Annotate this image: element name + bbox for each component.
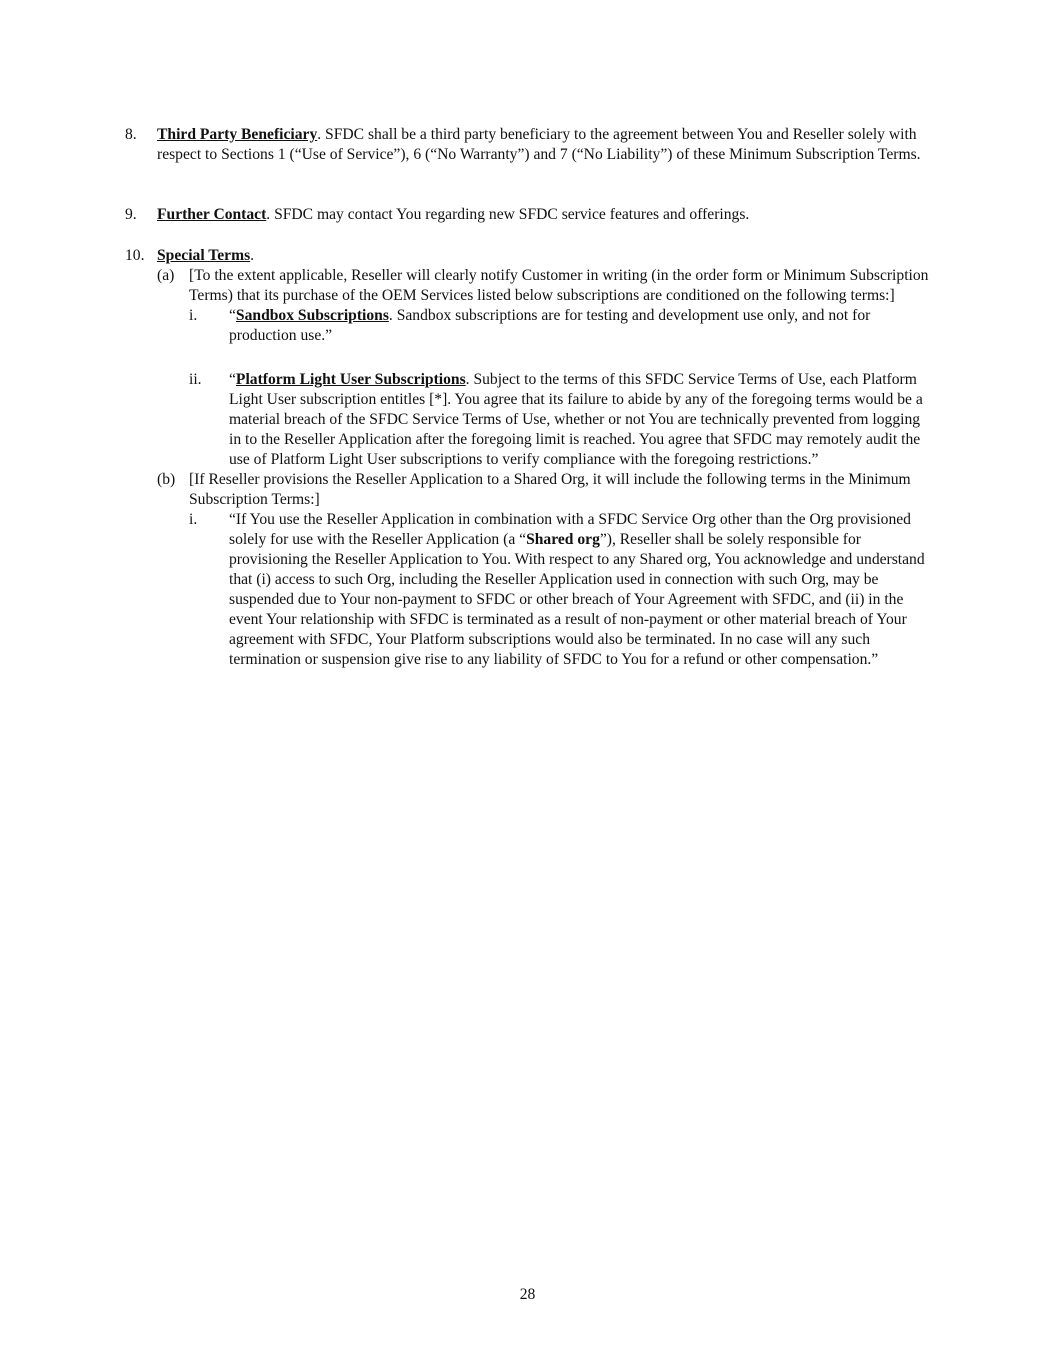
subsection-a-item-ii — [189, 370, 930, 470]
page-number: 28 — [519, 1286, 536, 1303]
sandbox-subscriptions-heading: Sandbox Subscriptions — [235, 307, 389, 324]
section-9 — [125, 205, 930, 225]
section-8 — [125, 125, 930, 165]
open-quote: “ — [229, 371, 236, 388]
subsection-a-item-i-body — [229, 306, 930, 346]
shared-org-text-before: “If You use the Reseller Application in combination with a SFDC Service Org other than the Org provisioned solely for use with the Reseller Application (a “ — [229, 511, 911, 548]
section-10-heading: Special Terms — [157, 247, 251, 264]
section-8-heading: Third Party Beneficiary — [157, 126, 318, 143]
shared-org-text-after: ”), Reseller shall be solely responsible for provisioning the Reseller Application to You. With respect to any Shared org, You acknowledge and understand that (i) access to such Org, including the Reseller Application used in connection with such Org, may be suspended due to Your non-payment to SFDC or other breach of Your Agreement with SFDC, and (ii) in the event Your relationship with SFDC is terminated as a result of non-payment or other material breach of Your agreement with SFDC, Your Platform subscriptions would also be terminated. In no case will any such termination or suspension give rise to any liability of SFDC to You for a refund or other compensation.” — [229, 531, 925, 668]
section-10-number: 10. — [125, 247, 145, 264]
subsection-b-label: (b) — [157, 471, 176, 488]
section-9-text: . SFDC may contact You regarding new SFDC service features and offerings. — [266, 206, 750, 223]
subsection-a — [157, 266, 930, 470]
section-8-number: 8. — [125, 126, 137, 143]
subsection-a-item-ii-label: ii. — [189, 371, 202, 388]
section-8-body — [157, 125, 930, 165]
subsection-a-label: (a) — [157, 267, 175, 284]
section-9-heading: Further Contact — [157, 206, 267, 223]
subsection-a-text: [To the extent applicable, Reseller will clearly notify Customer in writing (in the order form or Minimum Subscription Terms) that its purchase of the OEM Services listed below subscriptions are conditioned on the following terms:] — [189, 267, 929, 304]
subsection-a-item-i-label: i. — [189, 307, 198, 324]
subsection-b-item-i — [189, 510, 930, 670]
open-quote: “ — [229, 307, 236, 324]
sandbox-subscriptions-text: . Sandbox subscriptions are for testing and development use only, and not for production use.” — [229, 307, 871, 344]
subsection-b-item-i-body — [229, 510, 930, 670]
subsection-b-text: [If Reseller provisions the Reseller Application to a Shared Org, it will include the following terms in the Minimum Subscription Terms:] — [189, 471, 911, 508]
section-9-body — [157, 205, 930, 225]
platform-light-text: . Subject to the terms of this SFDC Service Terms of Use, each Platform Light User subscription entitles [*]. You agree that its failure to abide by any of the foregoing terms would be a material breach of the SFDC Service Terms of Use, whether or not You are technically prevented from logging in to the Reseller Application after the foregoing limit is reached. You agree that SFDC may remotely audit the use of Platform Light User subscriptions to verify compliance with the foregoing restrictions.” — [229, 371, 923, 468]
section-10-title — [157, 246, 930, 266]
subsection-a-item-ii-body — [229, 370, 930, 470]
platform-light-heading: Platform Light User Subscriptions — [235, 371, 466, 388]
section-9-number: 9. — [125, 206, 137, 223]
section-10-heading-punct: . — [250, 247, 255, 264]
subsection-b — [157, 470, 930, 670]
section-10 — [125, 246, 930, 670]
subsection-a-item-i — [189, 306, 930, 346]
section-8-text: . SFDC shall be a third party beneficiary to the agreement between You and Reseller solely with respect to Sections 1 (“Use of Service”), 6 (“No Warranty”) and 7 (“No Liability”) of these Minimum Subscription Terms. — [157, 126, 921, 163]
subsection-b-item-i-label: i. — [189, 511, 198, 528]
shared-org-term: Shared org — [526, 531, 600, 548]
